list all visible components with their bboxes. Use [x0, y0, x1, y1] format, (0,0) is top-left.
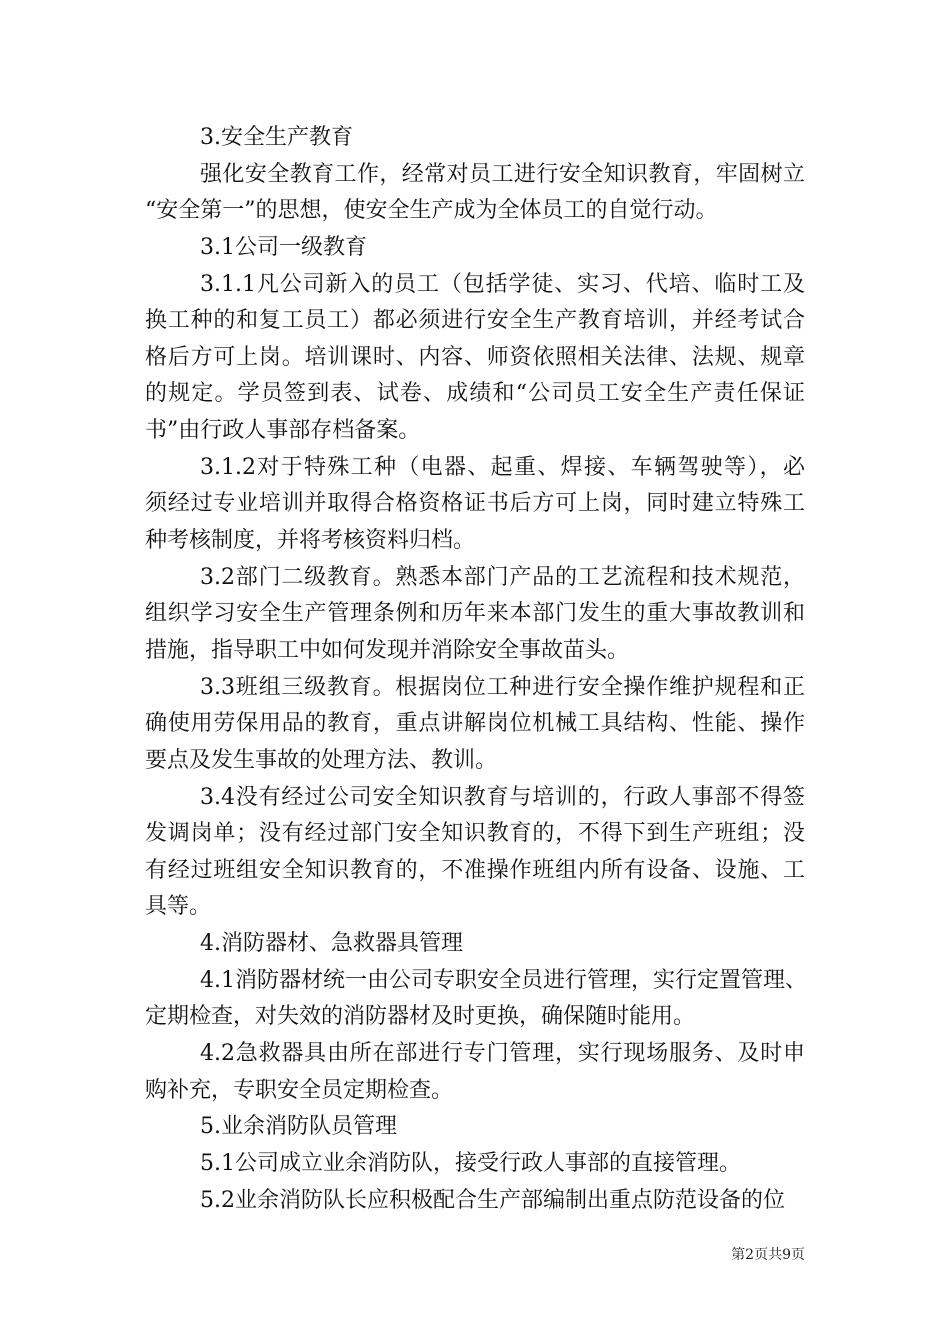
text-line: 强化安全教育工作，经常对员工进行安全知识教育，牢固树立	[200, 161, 805, 187]
document-body	[145, 120, 805, 1219]
text-line: 3.4没有经过公司安全知识教育与培训的，行政人事部不得签	[200, 784, 805, 810]
paragraph	[145, 963, 805, 1036]
text-line: 书”由行政人事部存档备案。	[145, 418, 421, 444]
text-line: 5.2业余消防队长应积极配合生产部编制出重点防范设备的位	[200, 1187, 785, 1213]
text-line: 格后方可上岗。培训课时、内容、师资依照相关法律、法规、规章	[145, 344, 805, 370]
text-line: 4.1消防器材统一由公司专职安全员进行管理，实行定置管理、	[200, 967, 807, 993]
text-line: 要点及发生事故的处理方法、教训。	[145, 747, 498, 773]
paragraph	[145, 120, 805, 157]
paragraph	[145, 230, 805, 267]
text-line: 发调岗单；没有经过部门安全知识教育的，不得下到生产班组；没	[145, 821, 805, 847]
text-line: 措施，指导职工中如何发现并消除安全事故苗头。	[145, 637, 630, 663]
paragraph	[145, 450, 805, 560]
text-line: 须经过专业培训并取得合格资格证书后方可上岗，同时建立特殊工	[145, 491, 805, 517]
text-line: 有经过班组安全知识教育的，不准操作班组内所有设备、设施、工	[145, 857, 805, 883]
text-line: 具等。	[145, 894, 212, 920]
paragraph	[145, 1183, 805, 1220]
paragraph	[145, 157, 805, 230]
text-line: “安全第一”的思想，使安全生产成为全体员工的自觉行动。	[145, 198, 718, 224]
text-line: 定期检查，对失效的消防器材及时更换，确保随时能用。	[145, 1004, 696, 1030]
paragraph	[145, 926, 805, 963]
text-line: 组织学习安全生产管理条例和历年来本部门发生的重大事故教训和	[145, 601, 805, 627]
text-line: 5.1公司成立业余消防队，接受行政人事部的直接管理。	[200, 1150, 741, 1176]
text-line: 5.业余消防队员管理	[200, 1114, 397, 1140]
text-line: 3.1.1凡公司新入的员工（包括学徒、实习、代培、临时工及	[200, 271, 805, 297]
paragraph	[145, 1109, 805, 1146]
text-line: 3.3班组三级教育。根据岗位工种进行安全操作维护规程和正	[200, 674, 805, 700]
text-line: 4.消防器材、急救器具管理	[200, 931, 463, 957]
paragraph	[145, 1036, 805, 1109]
paragraph	[145, 670, 805, 780]
text-line: 购补充，专职安全员定期检查。	[145, 1077, 454, 1103]
text-line: 3.安全生产教育	[200, 125, 353, 150]
paragraph	[145, 780, 805, 927]
paragraph	[145, 267, 805, 450]
text-line: 3.1公司一级教育	[200, 234, 367, 260]
text-line: 的规定。学员签到表、试卷、成绩和“公司员工安全生产责任保证	[145, 381, 805, 407]
text-line: 4.2急救器具由所在部进行专门管理，实行现场服务、及时申	[200, 1041, 805, 1067]
text-line: 3.1.2对于特殊工种（电器、起重、焊接、车辆驾驶等），必	[200, 454, 805, 480]
text-line: 确使用劳保用品的教育，重点讲解岗位机械工具结构、性能、操作	[145, 711, 805, 737]
text-line: 3.2部门二级教育。熟悉本部门产品的工艺流程和技术规范，	[200, 564, 805, 590]
text-line: 换工种的和复工员工）都必须进行安全生产教育培训，并经考试合	[145, 308, 805, 334]
paragraph	[145, 560, 805, 670]
paragraph	[145, 1146, 805, 1183]
text-line: 种考核制度，并将考核资料归档。	[145, 528, 476, 554]
page-number: 第2页共9页	[731, 1247, 805, 1263]
